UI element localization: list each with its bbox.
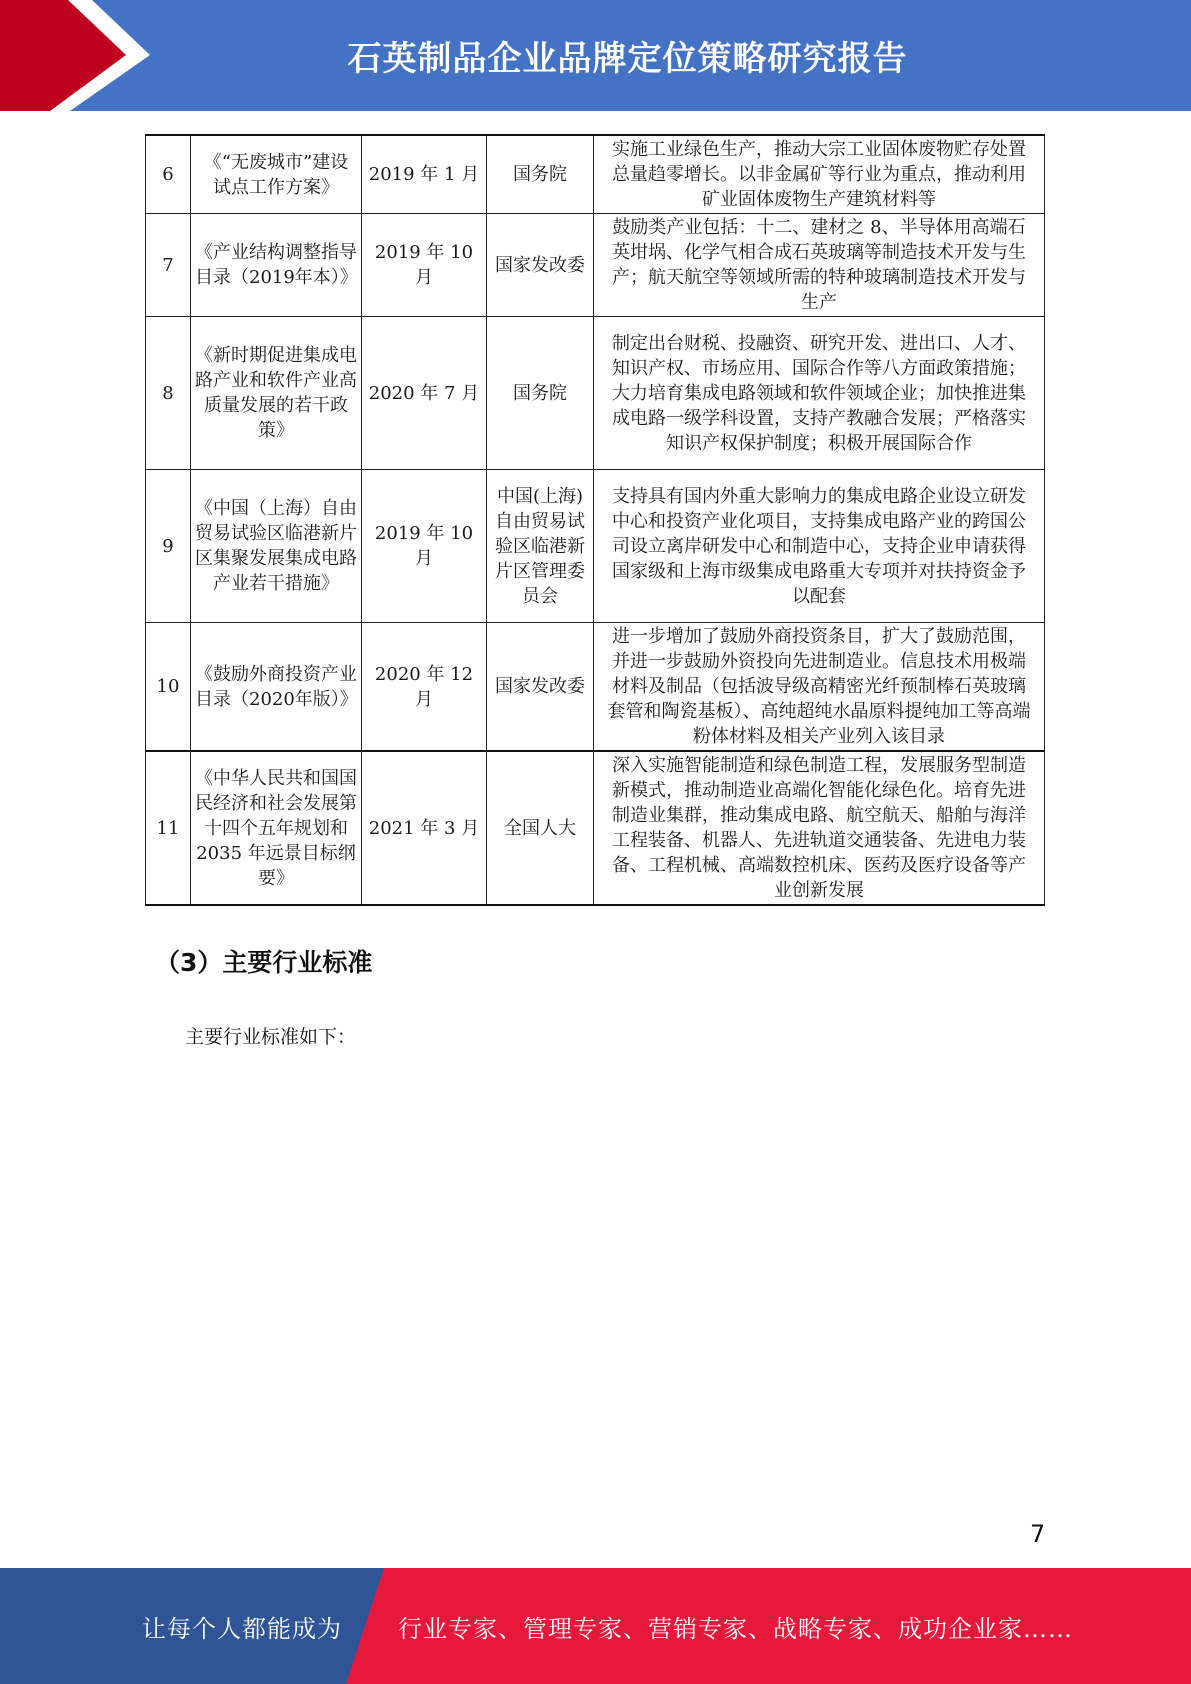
policy-content: 鼓励类产业包括：十二、建材之 8、半导体用高端石英坩埚、化学气相合成石英玻璃等制造技术开发与生产；航天航空等领域所需的特种玻璃制造技术开发与生产 bbox=[594, 214, 1045, 317]
policy-org: 中国(上海)自由贸易试验区临港新片区管理委员会 bbox=[487, 470, 594, 623]
table-row bbox=[146, 214, 1045, 317]
row-number: 11 bbox=[146, 751, 191, 905]
table-row bbox=[146, 623, 1045, 752]
policy-name: 《中国（上海）自由贸易试验区临港新片区集聚发展集成电路产业若干措施》 bbox=[191, 470, 362, 623]
policy-date: 2020 年 7 月 bbox=[362, 317, 487, 470]
policy-content: 支持具有国内外重大影响力的集成电路企业设立研发中心和投资产业化项目，支持集成电路产业的跨国公司设立离岸研发中心和制造中心，支持企业申请获得国家级和上海市级集成电路重大专项并对扶持资金予以配套 bbox=[594, 470, 1045, 623]
policy-name: 《产业结构调整指导目录（2019年本）》 bbox=[191, 214, 362, 317]
footer-slogan-right: 行业专家、管理专家、营销专家、战略专家、成功企业家…… bbox=[398, 1614, 1073, 1643]
page-footer bbox=[0, 1568, 1191, 1684]
row-number: 8 bbox=[146, 317, 191, 470]
policy-date: 2019 年 10 月 bbox=[362, 470, 487, 623]
policy-org: 国家发改委 bbox=[487, 623, 594, 752]
page-number: 7 bbox=[1030, 1520, 1046, 1548]
row-number: 9 bbox=[146, 470, 191, 623]
row-number: 7 bbox=[146, 214, 191, 317]
policy-name: 《新时期促进集成电路产业和软件产业高质量发展的若干政策》 bbox=[191, 317, 362, 470]
report-title-text: 石英制品企业品牌定位策略研究报告 bbox=[347, 39, 908, 79]
policy-org: 国务院 bbox=[487, 135, 594, 214]
policy-content: 实施工业绿色生产，推动大宗工业固体废物贮存处置总量趋零增长。以非金属矿等行业为重点，推动利用矿业固体废物生产建筑材料等 bbox=[594, 135, 1045, 214]
section-body-text: 主要行业标准如下： bbox=[185, 1026, 357, 1048]
policy-content: 制定出台财税、投融资、研究开发、进出口、人才、知识产权、市场应用、国际合作等八方面政策措施；大力培育集成电路领域和软件领域企业；加快推进集成电路一级学科设置，支持产教融合发展；严格落实知识产权保护制度；积极开展国际合作 bbox=[594, 317, 1045, 470]
report-title bbox=[200, 0, 1191, 111]
policy-table bbox=[145, 134, 1045, 906]
policy-name: 《“无废城市”建设试点工作方案》 bbox=[191, 135, 362, 214]
footer-slogan-left: 让每个人都能成为 bbox=[142, 1614, 342, 1643]
table-row bbox=[146, 470, 1045, 623]
table-row bbox=[146, 135, 1045, 214]
policy-content: 深入实施智能制造和绿色制造工程，发展服务型制造新模式，推动制造业高端化智能化绿色化。培育先进制造业集群，推动集成电路、航空航天、船舶与海洋工程装备、机器人、先进轨道交通装备、先进电力装备、工程机械、高端数控机床、医药及医疗设备等产业创新发展 bbox=[594, 751, 1045, 905]
table-row bbox=[146, 317, 1045, 470]
page-header bbox=[0, 0, 1191, 111]
policy-date: 2020 年 12 月 bbox=[362, 623, 487, 752]
table-row bbox=[146, 751, 1045, 905]
section-heading: （3）主要行业标准 bbox=[155, 948, 373, 977]
policy-name: 《鼓励外商投资产业目录（2020年版）》 bbox=[191, 623, 362, 752]
row-number: 6 bbox=[146, 135, 191, 214]
policy-date: 2019 年 10 月 bbox=[362, 214, 487, 317]
policy-content: 进一步增加了鼓励外商投资条目，扩大了鼓励范围，并进一步鼓励外资投向先进制造业。信息技术用极端材料及制品（包括波导级高精密光纤预制棒石英玻璃套管和陶瓷基板）、高纯超纯水晶原料提纯加工等高端粉体材料及相关产业列入该目录 bbox=[594, 623, 1045, 752]
policy-name: 《中华人民共和国国民经济和社会发展第十四个五年规划和 2035 年远景目标纲要》 bbox=[191, 751, 362, 905]
policy-org: 全国人大 bbox=[487, 751, 594, 905]
policy-org: 国务院 bbox=[487, 317, 594, 470]
policy-org: 国家发改委 bbox=[487, 214, 594, 317]
policy-date: 2019 年 1 月 bbox=[362, 135, 487, 214]
policy-date: 2021 年 3 月 bbox=[362, 751, 487, 905]
row-number: 10 bbox=[146, 623, 191, 752]
